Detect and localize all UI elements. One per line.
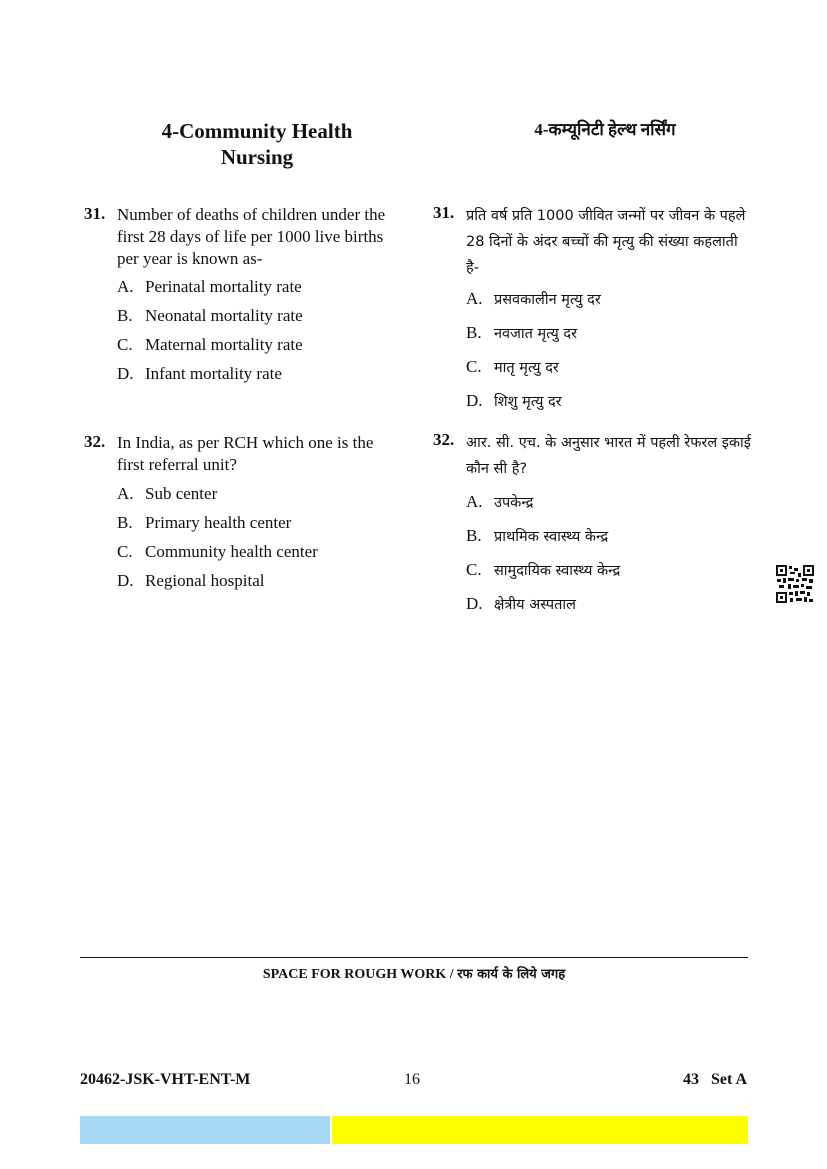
option-d[interactable] [117, 364, 282, 384]
option-text: Sub center [145, 484, 218, 503]
section-title-line2: Nursing [220, 145, 294, 169]
rough-work-english: SPACE FOR ROUGH WORK / [262, 967, 454, 982]
option-d[interactable] [117, 571, 264, 591]
rough-work-hindi: रफ कार्य के लिये जगह [457, 967, 566, 982]
question-text: प्रति वर्ष प्रति 1000 जीवित जन्मों पर जीवन के पहले 28 दिनों के अंदर बच्चों की मृत्यु की संख्या कहलाती है- [466, 208, 746, 276]
option-b[interactable] [117, 513, 291, 533]
question-31-hindi [433, 203, 753, 418]
option-d[interactable] [466, 391, 562, 411]
option-letter: B. [117, 306, 133, 325]
option-letter: B. [466, 323, 482, 342]
option-b[interactable] [466, 323, 577, 343]
option-text: उपकेन्द्र [494, 495, 534, 511]
option-a[interactable] [466, 289, 601, 309]
option-text: Primary health center [145, 513, 292, 532]
option-text: क्षेत्रीय अस्पताल [494, 597, 576, 613]
footer-bar-blue [80, 1116, 330, 1144]
question-number: 31. [84, 204, 106, 223]
option-letter: C. [117, 542, 133, 561]
qr-code-icon [776, 565, 814, 603]
option-text: शिशु मृत्यु दर [494, 394, 562, 410]
option-a[interactable] [466, 492, 534, 512]
option-letter: B. [466, 526, 482, 545]
option-letter: A. [466, 289, 483, 308]
option-text: प्राथमिक स्वास्थ्य केन्द्र [494, 529, 609, 545]
option-text: प्रसवकालीन मृत्यु दर [494, 292, 601, 308]
option-letter: A. [117, 277, 134, 296]
question-number: 32. [84, 432, 106, 451]
option-c[interactable] [117, 335, 303, 355]
option-b[interactable] [466, 526, 608, 546]
option-letter: C. [117, 335, 133, 354]
rough-work-divider [80, 957, 748, 958]
option-text: Community health center [145, 542, 318, 561]
option-c[interactable] [466, 357, 559, 377]
option-letter: C. [466, 560, 482, 579]
option-c[interactable] [117, 542, 318, 562]
question-text: In India, as per RCH which one is the first referral unit? [117, 433, 374, 474]
option-letter: A. [466, 492, 483, 511]
option-text: मातृ मृत्यु दर [494, 360, 559, 376]
option-text: Infant mortality rate [145, 364, 282, 383]
set-label: 43 Set A [683, 1071, 747, 1088]
section-title-line1: 4-Community Health [161, 119, 353, 143]
option-letter: B. [117, 513, 133, 532]
question-32-hindi [433, 430, 753, 620]
option-text: नवजात मृत्यु दर [494, 326, 578, 342]
paper-code: 20462-JSK-VHT-ENT-M [80, 1071, 251, 1088]
footer-bar-yellow [332, 1116, 748, 1144]
option-letter: D. [466, 391, 483, 410]
option-text: सामुदायिक स्वास्थ्य केन्द्र [494, 563, 621, 579]
section-title-hindi: 4-कम्यूनिटी हेल्थ नर्सिंग [534, 120, 676, 139]
option-letter: C. [466, 357, 482, 376]
question-text: Number of deaths of children under the first 28 days of life per 1000 live births per year is known as- [117, 205, 386, 268]
option-letter: D. [466, 594, 483, 613]
question-number: 31. [433, 203, 455, 222]
option-a[interactable] [117, 277, 302, 297]
question-32-english [84, 432, 404, 602]
page-number: 16 [404, 1071, 420, 1088]
option-c[interactable] [466, 560, 620, 580]
option-letter: A. [117, 484, 134, 503]
option-text: Neonatal mortality rate [145, 306, 303, 325]
option-d[interactable] [466, 594, 576, 614]
question-31-english [84, 204, 404, 394]
option-text: Maternal mortality rate [145, 335, 303, 354]
question-number: 32. [433, 430, 455, 449]
rough-work-label [80, 964, 748, 983]
option-text: Perinatal mortality rate [145, 277, 302, 296]
option-letter: D. [117, 571, 134, 590]
option-a[interactable] [117, 484, 217, 504]
option-b[interactable] [117, 306, 303, 326]
question-text: आर. सी. एच. के अनुसार भारत में पहली रेफरल इकाई कौन सी है? [466, 435, 751, 477]
section-title-english [140, 118, 374, 170]
option-text: Regional hospital [145, 571, 265, 590]
option-letter: D. [117, 364, 134, 383]
